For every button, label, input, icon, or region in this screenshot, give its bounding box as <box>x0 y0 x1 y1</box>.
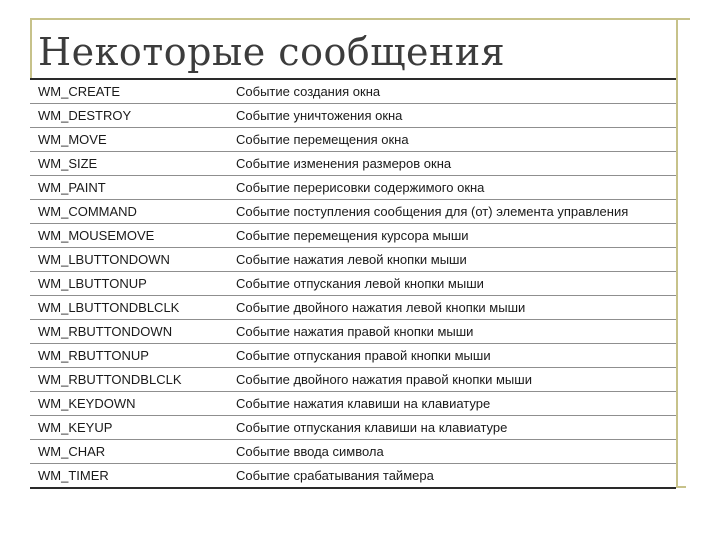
table-row <box>30 296 676 320</box>
frame-bottom-accent <box>676 486 686 488</box>
message-name: WM_MOVE <box>30 128 230 152</box>
message-name: WM_MOUSEMOVE <box>30 224 230 248</box>
table-row <box>30 416 676 440</box>
table-row <box>30 176 676 200</box>
message-description: Событие отпускания правой кнопки мыши <box>230 344 676 368</box>
message-description: Событие срабатывания таймера <box>230 464 676 489</box>
message-description: Событие создания окна <box>230 80 676 104</box>
message-description: Событие отпускания клавиши на клавиатуре <box>230 416 676 440</box>
message-description: Событие изменения размеров окна <box>230 152 676 176</box>
table-row <box>30 104 676 128</box>
frame-right-line <box>676 18 678 488</box>
message-name: WM_CREATE <box>30 80 230 104</box>
message-description: Событие перемещения окна <box>230 128 676 152</box>
table-row <box>30 152 676 176</box>
message-description: Событие перерисовки содержимого окна <box>230 176 676 200</box>
frame-top-line <box>30 18 690 20</box>
message-name: WM_RBUTTONDOWN <box>30 320 230 344</box>
message-description: Событие нажатия клавиши на клавиатуре <box>230 392 676 416</box>
message-description: Событие ввода символа <box>230 440 676 464</box>
frame-left-line <box>30 18 32 78</box>
message-description: Событие поступления сообщения для (от) элемента управления <box>230 200 676 224</box>
table-row <box>30 320 676 344</box>
message-name: WM_PAINT <box>30 176 230 200</box>
message-name: WM_SIZE <box>30 152 230 176</box>
message-name: WM_LBUTTONDBLCLK <box>30 296 230 320</box>
table-row <box>30 368 676 392</box>
table-row <box>30 80 676 104</box>
table-row <box>30 392 676 416</box>
messages-table-body <box>30 80 676 488</box>
messages-table <box>30 80 676 489</box>
slide-title: Некоторые сообщения <box>38 30 506 74</box>
table-row <box>30 272 676 296</box>
message-description: Событие нажатия левой кнопки мыши <box>230 248 676 272</box>
message-name: WM_COMMAND <box>30 200 230 224</box>
message-name: WM_TIMER <box>30 464 230 489</box>
message-name: WM_DESTROY <box>30 104 230 128</box>
message-description: Событие перемещения курсора мыши <box>230 224 676 248</box>
message-description: Событие уничтожения окна <box>230 104 676 128</box>
table-row <box>30 224 676 248</box>
message-name: WM_RBUTTONDBLCLK <box>30 368 230 392</box>
message-name: WM_LBUTTONUP <box>30 272 230 296</box>
message-description: Событие отпускания левой кнопки мыши <box>230 272 676 296</box>
message-name: WM_KEYUP <box>30 416 230 440</box>
message-name: WM_CHAR <box>30 440 230 464</box>
message-description: Событие нажатия правой кнопки мыши <box>230 320 676 344</box>
message-description: Событие двойного нажатия левой кнопки мыши <box>230 296 676 320</box>
message-name: WM_LBUTTONDOWN <box>30 248 230 272</box>
table-row <box>30 440 676 464</box>
message-name: WM_RBUTTONUP <box>30 344 230 368</box>
table-row <box>30 344 676 368</box>
table-row <box>30 248 676 272</box>
table-row <box>30 464 676 489</box>
message-name: WM_KEYDOWN <box>30 392 230 416</box>
table-row <box>30 128 676 152</box>
table-row <box>30 200 676 224</box>
message-description: Событие двойного нажатия правой кнопки мыши <box>230 368 676 392</box>
